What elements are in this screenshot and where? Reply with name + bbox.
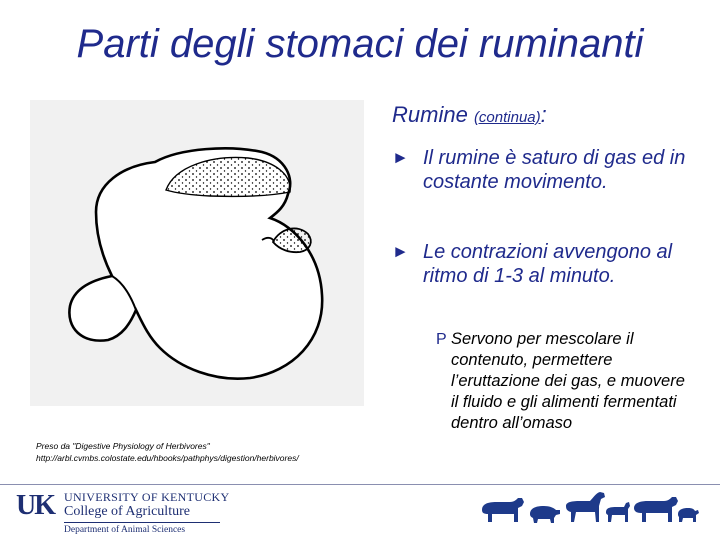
section-heading xyxy=(392,102,547,128)
rumen-diagram xyxy=(30,100,364,406)
uk-logo-text xyxy=(64,491,229,536)
bullet-text: Le contrazioni avvengono al ritmo di 1-3 al minuto. xyxy=(423,241,673,287)
figure-caption xyxy=(36,440,299,464)
livestock-silhouettes xyxy=(478,488,700,532)
department-name: Department of Animal Sciences xyxy=(64,525,186,535)
sheep-icon xyxy=(678,508,699,522)
caption-url: http://arbl.cvmbs.colostate.edu/hbooks/pathphys/digestion/herbivores/ xyxy=(36,453,299,463)
cow-icon xyxy=(634,497,678,522)
uk-college-logo xyxy=(16,490,236,534)
footer-divider xyxy=(0,484,720,485)
uk-logo-mark: UK xyxy=(16,490,54,521)
horse-icon xyxy=(566,492,605,522)
slide-title: Parti degli stomaci dei ruminanti xyxy=(76,22,644,66)
caption-source: Preso da "Digestive Physiology of Herbivores" xyxy=(36,441,210,451)
logo-rule xyxy=(64,522,220,523)
sub-bullet-purpose xyxy=(436,329,696,434)
sub-bullet-marker-icon: P xyxy=(436,331,447,348)
pig-icon xyxy=(530,506,560,523)
university-name: UNIVERSITY OF KENTUCKY xyxy=(64,490,230,504)
sub-bullet-text: Servono per mescolare il contenuto, permettere l’eruttazione dei gas, e muovere il fluido e gli alimenti fermentati dentro all’omaso xyxy=(451,330,685,432)
college-name: College of Agriculture xyxy=(64,504,190,519)
heading-sub: (continua) xyxy=(473,109,541,126)
bullet-text: Il rumine è saturo di gas ed in costante movimento. xyxy=(423,147,686,193)
rumen-illustration xyxy=(30,100,364,406)
bullet-arrow-icon: ► xyxy=(392,242,409,261)
heading-text: Rumine xyxy=(392,102,468,127)
bullet-gas xyxy=(392,146,692,194)
bullet-contractions xyxy=(392,240,692,288)
goat-icon xyxy=(606,502,630,522)
bullet-arrow-icon: ► xyxy=(392,148,409,167)
heading-colon: : xyxy=(540,102,547,127)
cow-icon xyxy=(482,498,524,522)
